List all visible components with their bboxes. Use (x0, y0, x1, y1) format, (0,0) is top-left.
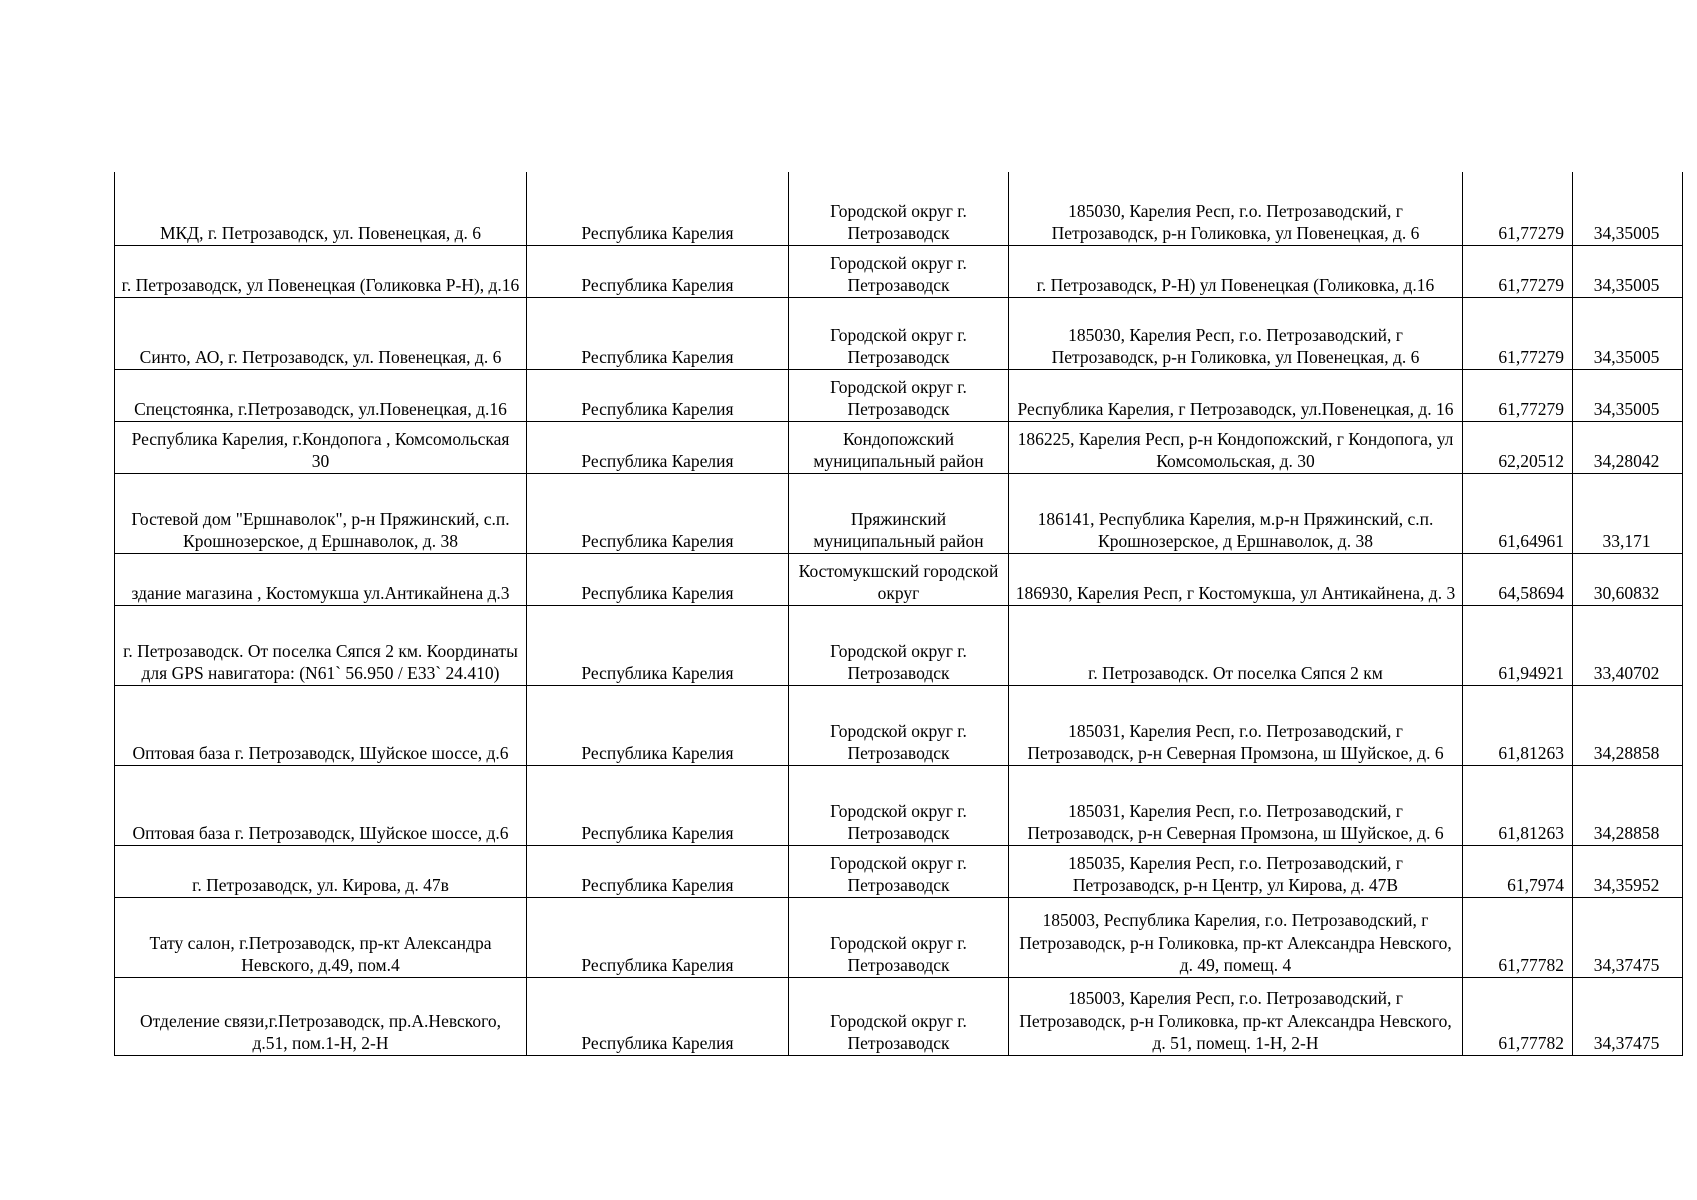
objects-table (114, 172, 1683, 1056)
table-row (115, 845, 1683, 897)
cell-object-name: г. Петрозаводск, ул. Кирова, д. 47в (115, 845, 527, 897)
cell-region: Республика Карелия (527, 897, 789, 977)
cell-latitude: 61,81263 (1463, 685, 1573, 765)
cell-object-name: Тату салон, г.Петрозаводск, пр-кт Александра Невского, д.49, пом.4 (115, 897, 527, 977)
cell-address: 186225, Карелия Респ, р-н Кондопожский, г Кондопога, ул Комсомольская, д. 30 (1009, 421, 1463, 473)
cell-region: Республика Карелия (527, 473, 789, 553)
cell-district: Городской округ г. Петрозаводск (789, 297, 1009, 369)
cell-object-name: г. Петрозаводск. От поселка Сяпся 2 км. Координаты для GPS навигатора: (N61` 56.950 / E33` 24.410) (115, 605, 527, 685)
cell-region: Республика Карелия (527, 421, 789, 473)
cell-address: Республика Карелия, г Петрозаводск, ул.Повенецкая, д. 16 (1009, 369, 1463, 421)
cell-address: 186141, Республика Карелия, м.р-н Пряжинский, с.п. Крошнозерское, д Ершнаволок, д. 38 (1009, 473, 1463, 553)
cell-region: Республика Карелия (527, 685, 789, 765)
cell-region: Республика Карелия (527, 297, 789, 369)
cell-district: Городской округ г. Петрозаводск (789, 845, 1009, 897)
cell-latitude: 61,77279 (1463, 369, 1573, 421)
cell-region: Республика Карелия (527, 845, 789, 897)
table-row (115, 605, 1683, 685)
table-row (115, 421, 1683, 473)
cell-district: Городской округ г. Петрозаводск (789, 685, 1009, 765)
cell-longitude: 34,28858 (1573, 685, 1683, 765)
cell-longitude: 34,37475 (1573, 897, 1683, 977)
table-row (115, 473, 1683, 553)
table-row (115, 977, 1683, 1055)
cell-district: Городской округ г. Петрозаводск (789, 172, 1009, 245)
table-row (115, 897, 1683, 977)
cell-longitude: 34,35005 (1573, 245, 1683, 297)
cell-object-name: Спецстоянка, г.Петрозаводск, ул.Повенецкая, д.16 (115, 369, 527, 421)
cell-district: Кондопожский муниципальный район (789, 421, 1009, 473)
cell-longitude: 34,28042 (1573, 421, 1683, 473)
cell-address: 185003, Карелия Респ, г.о. Петрозаводский, г Петрозаводск, р-н Голиковка, пр-кт Александра Невского, д. 51, помещ. 1-Н, 2-Н (1009, 977, 1463, 1055)
cell-latitude: 61,77782 (1463, 977, 1573, 1055)
cell-longitude: 34,35952 (1573, 845, 1683, 897)
cell-latitude: 64,58694 (1463, 553, 1573, 605)
cell-district: Пряжинский муниципальный район (789, 473, 1009, 553)
cell-object-name: Синто, АО, г. Петрозаводск, ул. Повенецкая, д. 6 (115, 297, 527, 369)
cell-address: 185035, Карелия Респ, г.о. Петрозаводский, г Петрозаводск, р-н Центр, ул Кирова, д. 47В (1009, 845, 1463, 897)
cell-district: Городской округ г. Петрозаводск (789, 369, 1009, 421)
cell-latitude: 62,20512 (1463, 421, 1573, 473)
table-row (115, 172, 1683, 245)
cell-latitude: 61,64961 (1463, 473, 1573, 553)
cell-address: 185030, Карелия Респ, г.о. Петрозаводский, г Петрозаводск, р-н Голиковка, ул Повенецкая, д. 6 (1009, 172, 1463, 245)
cell-object-name: Оптовая база г. Петрозаводск, Шуйское шоссе, д.6 (115, 765, 527, 845)
table-row (115, 245, 1683, 297)
cell-object-name: г. Петрозаводск, ул Повенецкая (Голиковка Р-Н), д.16 (115, 245, 527, 297)
cell-latitude: 61,77279 (1463, 172, 1573, 245)
cell-district: Городской округ г. Петрозаводск (789, 977, 1009, 1055)
cell-address: 186930, Карелия Респ, г Костомукша, ул Антикайнена, д. 3 (1009, 553, 1463, 605)
cell-district: Городской округ г. Петрозаводск (789, 245, 1009, 297)
cell-longitude: 30,60832 (1573, 553, 1683, 605)
cell-address: 185031, Карелия Респ, г.о. Петрозаводский, г Петрозаводск, р-н Северная Промзона, ш Шуйское, д. 6 (1009, 765, 1463, 845)
table-row (115, 765, 1683, 845)
cell-longitude: 34,35005 (1573, 297, 1683, 369)
cell-region: Республика Карелия (527, 369, 789, 421)
table-row (115, 553, 1683, 605)
cell-address: 185030, Карелия Респ, г.о. Петрозаводский, г Петрозаводск, р-н Голиковка, ул Повенецкая, д. 6 (1009, 297, 1463, 369)
cell-latitude: 61,77782 (1463, 897, 1573, 977)
cell-district: Городской округ г. Петрозаводск (789, 765, 1009, 845)
cell-longitude: 33,40702 (1573, 605, 1683, 685)
cell-address: 185003, Республика Карелия, г.о. Петрозаводский, г Петрозаводск, р-н Голиковка, пр-кт Александра Невского, д. 49, помещ. 4 (1009, 897, 1463, 977)
table-row (115, 297, 1683, 369)
cell-longitude: 33,171 (1573, 473, 1683, 553)
cell-district: Городской округ г. Петрозаводск (789, 897, 1009, 977)
cell-address: г. Петрозаводск, Р-Н) ул Повенецкая (Голиковка, д.16 (1009, 245, 1463, 297)
cell-address: г. Петрозаводск. От поселка Сяпся 2 км (1009, 605, 1463, 685)
cell-latitude: 61,77279 (1463, 297, 1573, 369)
table-body (115, 172, 1683, 1055)
cell-region: Республика Карелия (527, 245, 789, 297)
cell-latitude: 61,81263 (1463, 765, 1573, 845)
cell-object-name: Республика Карелия, г.Кондопога , Комсомольская 30 (115, 421, 527, 473)
cell-region: Республика Карелия (527, 605, 789, 685)
table-row (115, 369, 1683, 421)
cell-object-name: Оптовая база г. Петрозаводск, Шуйское шоссе, д.6 (115, 685, 527, 765)
cell-longitude: 34,28858 (1573, 765, 1683, 845)
cell-region: Республика Карелия (527, 765, 789, 845)
cell-latitude: 61,77279 (1463, 245, 1573, 297)
cell-district: Городской округ г. Петрозаводск (789, 605, 1009, 685)
cell-address: 185031, Карелия Респ, г.о. Петрозаводский, г Петрозаводск, р-н Северная Промзона, ш Шуйское, д. 6 (1009, 685, 1463, 765)
cell-object-name: Отделение связи,г.Петрозаводск, пр.А.Невского, д.51, пом.1-Н, 2-Н (115, 977, 527, 1055)
cell-region: Республика Карелия (527, 553, 789, 605)
cell-object-name: Гостевой дом "Ершнаволок", р-н Пряжинский, с.п. Крошнозерское, д Ершнаволок, д. 38 (115, 473, 527, 553)
cell-latitude: 61,94921 (1463, 605, 1573, 685)
cell-region: Республика Карелия (527, 172, 789, 245)
cell-object-name: здание магазина , Костомукша ул.Антикайнена д.3 (115, 553, 527, 605)
cell-region: Республика Карелия (527, 977, 789, 1055)
cell-longitude: 34,37475 (1573, 977, 1683, 1055)
cell-object-name: МКД, г. Петрозаводск, ул. Повенецкая, д. 6 (115, 172, 527, 245)
cell-longitude: 34,35005 (1573, 369, 1683, 421)
cell-longitude: 34,35005 (1573, 172, 1683, 245)
table-row (115, 685, 1683, 765)
cell-latitude: 61,7974 (1463, 845, 1573, 897)
cell-district: Костомукшский городской округ (789, 553, 1009, 605)
